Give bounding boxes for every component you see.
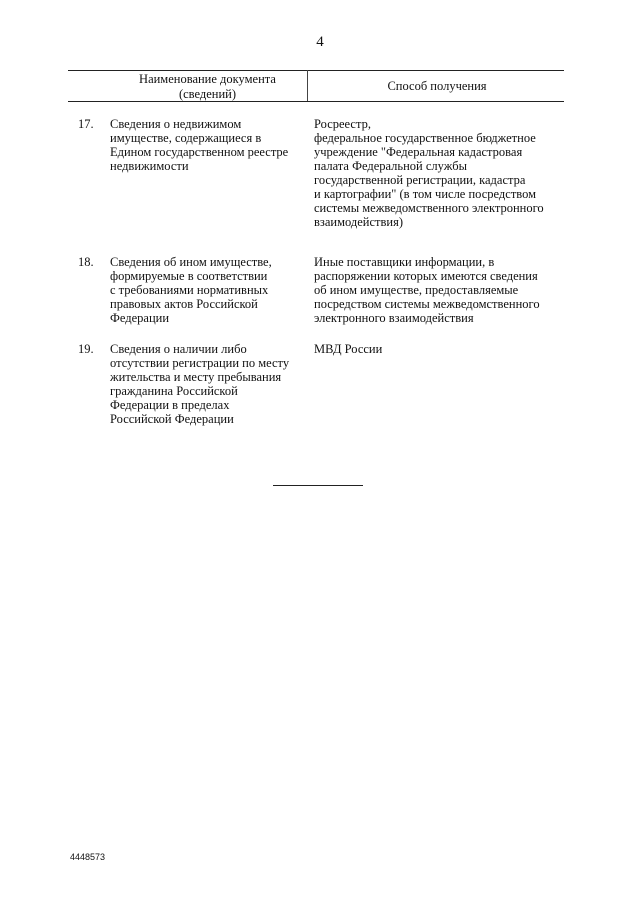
header-document-name: Наименование документа (сведений) — [139, 72, 276, 101]
row-document-name: Сведения о наличии либо отсутствии регистрации по месту жительства и месту пребывания гражданина Российской Федерации в пределах Российской Федерации — [110, 342, 290, 426]
end-rule — [273, 485, 363, 486]
table-top-rule — [68, 70, 564, 71]
header-method: Способ получения — [387, 79, 487, 93]
row-method: МВД России — [314, 342, 383, 356]
row-document-name: Сведения об ином имуществе, формируемые в соответствии с требованиями нормативных правовых актов Российской Федерации — [110, 255, 272, 325]
row-number: 17. — [78, 117, 94, 131]
row-number: 18. — [78, 255, 94, 269]
row-document-name: Сведения о недвижимом имуществе, содержащиеся в Едином государственном реестре недвижимости — [110, 117, 289, 173]
table-header-rule — [68, 101, 564, 102]
column-divider — [307, 70, 308, 101]
row-number: 19. — [78, 342, 94, 356]
row-method: Иные поставщики информации, в распоряжении которых имеются сведения об ином имуществе, предоставляемые посредством системы межведомственного электронного взаимодействия — [314, 255, 540, 325]
document-code: 4448573 — [70, 852, 106, 862]
row-method: Росреестр, федеральное государственное бюджетное учреждение "Федеральная кадастровая палата Федеральной службы государственной регистрации, кадастра и картографии" (в том числе посредством системы межведомственного электронного взаимодействия) — [314, 117, 544, 229]
page-number: 4 — [316, 34, 324, 50]
